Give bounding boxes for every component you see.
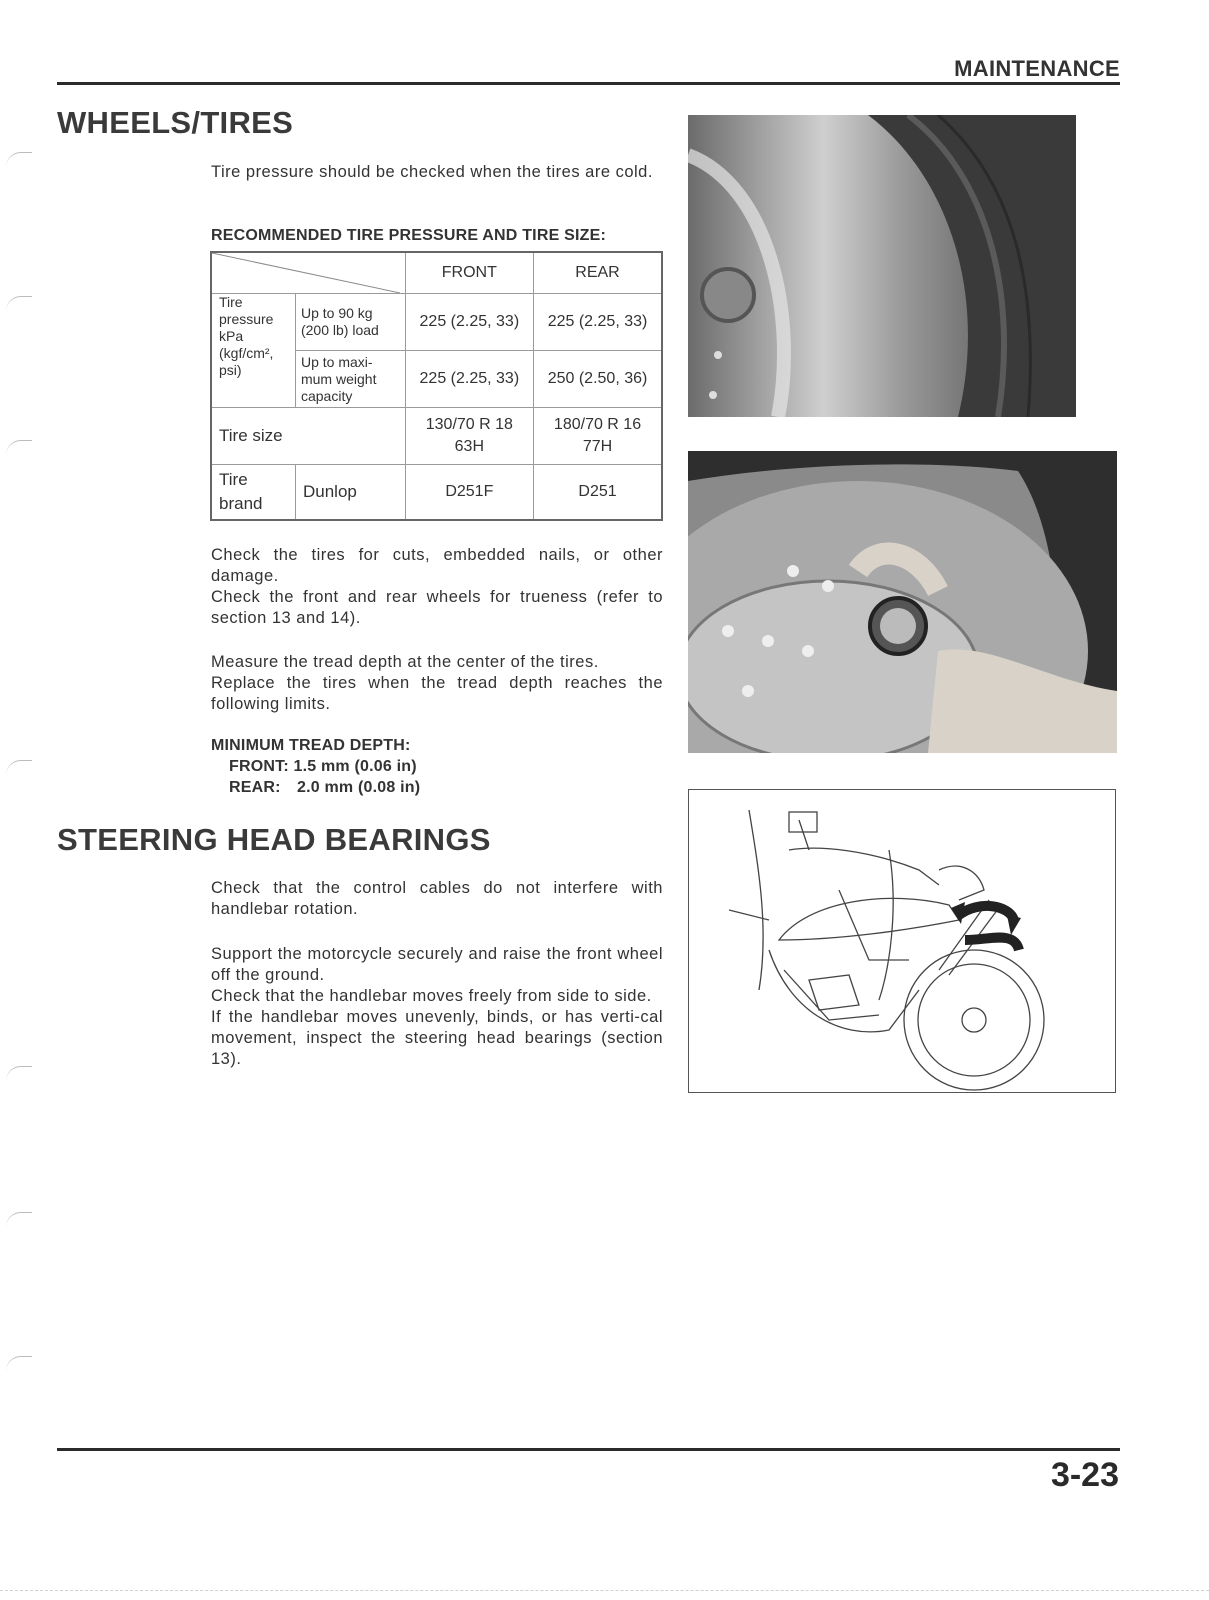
size-label: Tire size [211, 408, 405, 465]
margin-mark [6, 1212, 32, 1227]
measure-tread-text: Measure the tread depth at the center of the tires. [211, 653, 599, 671]
section-header: MAINTENANCE [954, 56, 1120, 81]
pressure-label: Tire pressure kPa (kgf/cm², psi) [219, 294, 274, 378]
size-front-line1: 130/70 R 18 [425, 416, 513, 433]
pressure-front-2: 225 (2.25, 33) [405, 351, 533, 408]
header-rule [57, 82, 1120, 85]
margin-mark [6, 152, 32, 167]
pressure-row-1 [211, 294, 662, 351]
support-motorcycle-text: Support the motorcycle securely and raise the front wheel off the ground. [211, 945, 663, 984]
replace-tires-text: Replace the tires when the tread depth reaches the following limits. [211, 674, 663, 713]
pressure-gauge-image [688, 451, 1117, 753]
brand-label-cell [211, 465, 295, 520]
size-front-cell [405, 408, 533, 465]
load-condition-1: Up to 90 kg (200 lb) load [295, 294, 405, 351]
tread-rear-value: 2.0 mm (0.08 in) [297, 779, 421, 796]
steering-illustration-frame [688, 789, 1116, 1093]
tread-rear-label: REAR: [229, 779, 281, 796]
size-rear-line1: 180/70 R 16 [553, 416, 642, 433]
check-cuts-text: Check the tires for cuts, embedded nails, or other damage. [211, 546, 663, 585]
pressure-rear-1: 225 (2.25, 33) [534, 294, 662, 351]
margin-mark [6, 440, 32, 455]
wheels-intro: Tire pressure should be checked when the tires are cold. [211, 163, 653, 181]
table-caption: RECOMMENDED TIRE PRESSURE AND TIRE SIZE: [211, 227, 606, 244]
col-rear-header: REAR [534, 252, 662, 294]
steering-illustration [689, 790, 1114, 1091]
rear-tire-image [688, 115, 1076, 417]
pressure-front-1: 225 (2.25, 33) [405, 294, 533, 351]
size-front-line2: 63H [454, 438, 485, 455]
col-front-header: FRONT [405, 252, 533, 294]
check-trueness-text: Check the front and rear wheels for trueness (refer to section 13 and 14). [211, 588, 663, 627]
load-condition-2: Up to maxi-mum weight capacity [295, 351, 405, 408]
margin-mark [6, 760, 32, 775]
margin-mark [6, 1066, 32, 1081]
tread-front-row [229, 758, 417, 776]
brand-front: D251F [405, 465, 533, 520]
pressure-rear-2: 250 (2.50, 36) [534, 351, 662, 408]
size-row [211, 408, 662, 465]
pressure-gauge-photo [688, 451, 1117, 753]
pressure-label-cell [211, 294, 295, 408]
diagonal-line [212, 253, 400, 293]
margin-mark [6, 1356, 32, 1371]
tread-paragraph [211, 652, 663, 715]
scan-edge [0, 1590, 1209, 1591]
wheels-title: WHEELS/TIRES [57, 105, 294, 140]
size-rear-line2: 77H [582, 438, 613, 455]
check-paragraph [211, 545, 663, 629]
rear-tire-photo [688, 115, 1076, 417]
margin-mark [6, 296, 32, 311]
size-rear-cell [534, 408, 662, 465]
tire-spec-table [210, 251, 663, 521]
header-corner-cell [211, 252, 405, 294]
brand-rear: D251 [534, 465, 662, 520]
steering-procedure [211, 944, 663, 1070]
tread-caption: MINIMUM TREAD DEPTH: [211, 737, 411, 754]
footer-rule [57, 1448, 1120, 1451]
brand-row [211, 465, 662, 520]
tread-front-label: FRONT: [229, 758, 289, 775]
inspect-bearings-text: If the handlebar moves unevenly, binds, or has verti-cal movement, inspect the steering head bearings (section 13). [211, 1008, 663, 1068]
steering-title: STEERING HEAD BEARINGS [57, 822, 491, 857]
tread-rear-row [229, 779, 420, 797]
page-number: 3-23 [1050, 1456, 1119, 1494]
table-header-row [211, 252, 662, 294]
brand-label-line2: brand [219, 493, 263, 513]
brand-label-line1: Tire [219, 469, 248, 489]
tread-front-value: 1.5 mm (0.06 in) [293, 758, 417, 775]
brand-name: Dunlop [295, 465, 405, 520]
steering-cables-text: Check that the control cables do not interfere with handlebar rotation. [211, 879, 663, 918]
handlebar-free-text: Check that the handlebar moves freely from side to side. [211, 987, 652, 1005]
